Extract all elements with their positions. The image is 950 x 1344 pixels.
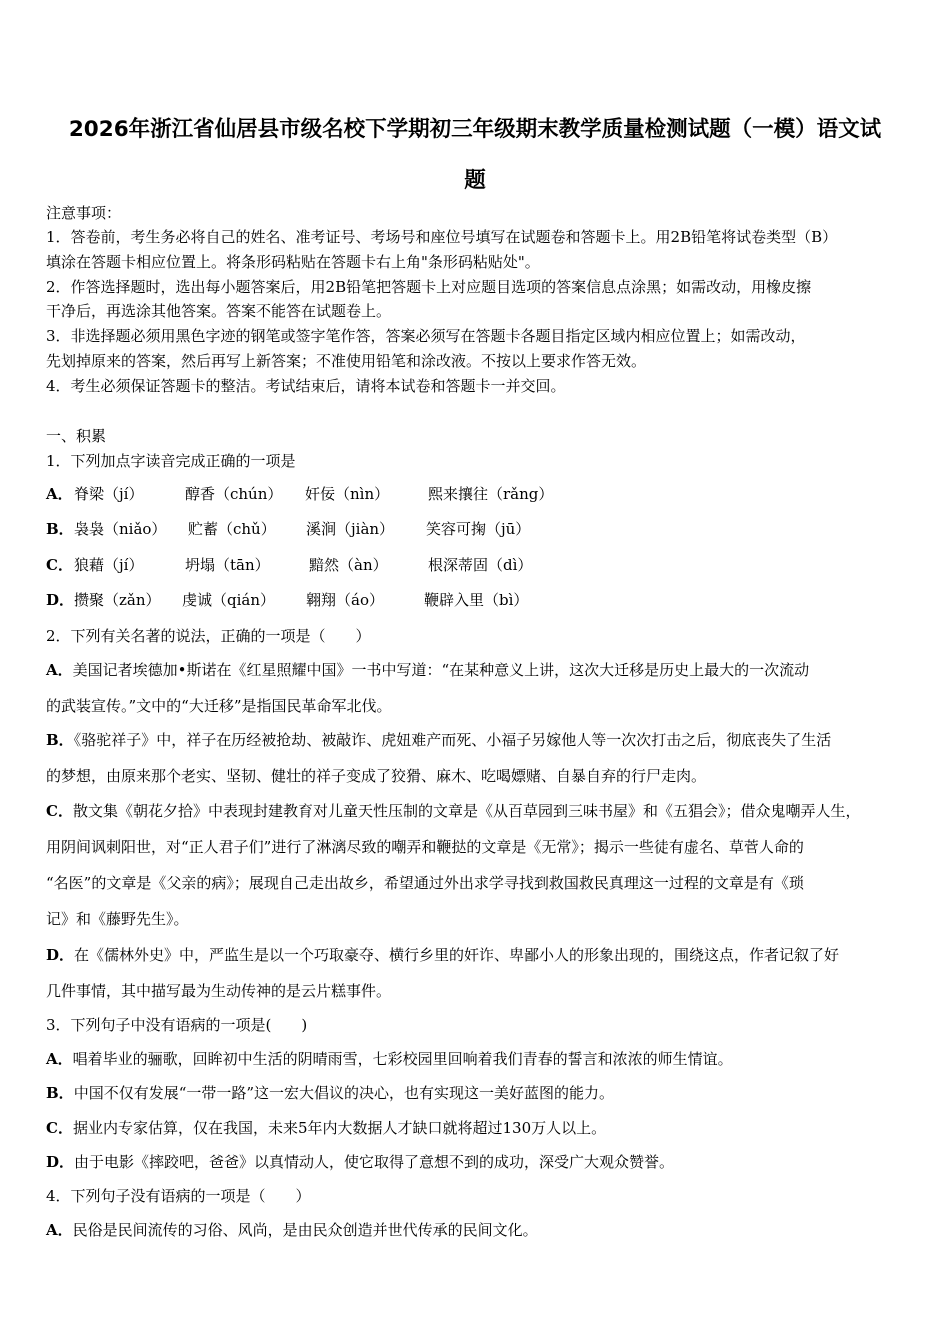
option-item: 熙来攘往（rǎng）: [428, 485, 554, 503]
option-label: B．: [46, 1084, 74, 1102]
option-label: C．: [46, 1119, 73, 1137]
q2-line: 几件事情，其中描写最为生动传神的是云片糕事件。: [46, 982, 392, 1000]
question-2-stem: 2．下列有关名著的说法，正确的一项是（ ）: [46, 627, 371, 645]
option-item: 笑容可掬（jū）: [426, 520, 531, 538]
page-title-line1: 2026年浙江省仙居县市级名校下学期初三年级期末教学质量检测试题（一模）语文试: [68, 117, 882, 142]
q2-line: C．散文集《朝花夕拾》中表现封建教育对儿童天性压制的文章是《从百草园到三味书屋》和《五猖会》；借众鬼嘲弄人生，: [46, 802, 861, 820]
notice-line: 4．考生必须保证答题卡的整洁。考试结束后，请将本试卷和答题卡一并交回。: [46, 377, 566, 395]
notice-line: 3．非选择题必须用黑色字迹的钢笔或签字笔作答，答案必须写在答题卡各题目指定区域内相应位置上；如需改动，: [46, 327, 806, 345]
section-heading: 一、积累: [46, 427, 107, 445]
option-item: 醇香（chún）: [185, 485, 283, 503]
option-item: 根深蒂固（dì）: [428, 556, 533, 574]
page-title-line2: 题: [464, 168, 486, 193]
option-item: 鞭辟入里（bì）: [424, 591, 529, 609]
notice-line: 1．答卷前，考生务必将自己的姓名、准考证号、考场号和座位号填写在试题卷和答题卡上。用2B铅笔将试卷类型（B）: [46, 228, 838, 246]
option-label: D．: [46, 591, 75, 609]
q2-line: 用阴间讽刺阳世，对“正人君子们”进行了淋漓尽致的嘲弄和鞭挞的文章是《无常》；揭示一些徒有虚名、草菅人命的: [46, 838, 804, 856]
q3-line: B．中国不仅有发展“一带一路”这一宏大倡议的决心，也有实现这一美好蓝图的能力。: [46, 1084, 615, 1102]
option-item: 袅袅（niǎo）: [74, 520, 167, 538]
notice-line: 2．作答选择题时，选出每小题答案后，用2B铅笔把答题卡上对应题目选项的答案信息点涂黑；如需改动，用橡皮擦: [46, 278, 812, 296]
option-item: 脊梁（jí）: [74, 485, 144, 503]
option-label: A．: [46, 1050, 73, 1068]
q3-line: C．据业内专家估算，仅在我国，未来5年内大数据人才缺口就将超过130万人以上。: [46, 1119, 607, 1137]
option-label: A．: [46, 485, 73, 503]
question-4-stem: 4．下列句子没有语病的一项是（ ）: [46, 1187, 311, 1205]
q2-line: “名医”的文章是《父亲的病》；展现自己走出故乡，希望通过外出求学寻找到救国救民真理这一过程的文章是有《琐: [46, 874, 804, 892]
option-item: 黯然（àn）: [309, 556, 388, 574]
option-item: 狼藉（jí）: [74, 556, 144, 574]
question-1-stem: 1．下列加点字读音完成正确的一项是: [46, 452, 296, 470]
q2-line: D．在《儒林外史》中，严监生是以一个巧取豪夺、横行乡里的奸诈、卑鄙小人的形象出现的，围绕这点，作者记叙了好: [46, 946, 840, 964]
option-label: C．: [46, 556, 73, 574]
q3-line: A．唱着毕业的骊歌，回眸初中生活的阴晴雨雪，七彩校园里回响着我们青春的誓言和浓浓的师生情谊。: [46, 1050, 733, 1068]
notice-line: 填涂在答题卡相应位置上。将条形码粘贴在答题卡右上角"条形码粘贴处"。: [46, 253, 540, 271]
q2-line: 的梦想，由原来那个老实、坚韧、健壮的祥子变成了狡猾、麻木、吃喝嫖赌、自暴自弃的行尸走肉。: [46, 767, 707, 785]
q3-line: D．由于电影《摔跤吧，爸爸》以真情动人，使它取得了意想不到的成功，深受广大观众赞誉。: [46, 1153, 675, 1171]
q2-line: B．《骆驼祥子》中，祥子在历经被抢劫、被敲诈、虎妞难产而死、小福子另嫁他人等一次次打击之后，彻底丧失了生活: [46, 731, 832, 749]
option-label: D．: [46, 1153, 75, 1171]
option-item: 虔诚（qián）: [182, 591, 276, 609]
q2-line: 的武装宣传。”文中的“大迁移”是指国民革命军北伐。: [46, 697, 392, 715]
option-label: A．: [46, 661, 73, 679]
option-item: 攒聚（zǎn）: [74, 591, 161, 609]
option-item: 溪涧（jiàn）: [306, 520, 395, 538]
option-item: 奸佞（nìn）: [305, 485, 390, 503]
option-label: A．: [46, 1221, 73, 1239]
option-item: 翱翔（áo）: [306, 591, 384, 609]
option-label: C．: [46, 802, 73, 820]
notice-line: 干净后，再选涂其他答案。答案不能答在试题卷上。: [46, 302, 392, 320]
option-label: D．: [46, 946, 75, 964]
question-3-stem: 3．下列句子中没有语病的一项是( ): [46, 1016, 308, 1034]
notice-line: 先划掉原来的答案，然后再写上新答案；不准使用铅笔和涂改液。不按以上要求作答无效。: [46, 352, 647, 370]
q2-line: 记》和《藤野先生》。: [46, 910, 189, 928]
q2-line: A．美国记者埃德加•斯诺在《红星照耀中国》一书中写道：“在某种意义上讲，这次大迁移是历史上最大的一次流动: [46, 661, 810, 679]
option-item: 坍塌（tān）: [185, 556, 270, 574]
option-label: B．: [46, 731, 74, 749]
option-label: B．: [46, 520, 74, 538]
notice-heading: 注意事项：: [46, 204, 122, 222]
q4-line: A．民俗是民间流传的习俗、风尚，是由民众创造并世代传承的民间文化。: [46, 1221, 538, 1239]
option-item: 贮蓄（chǔ）: [188, 520, 276, 538]
